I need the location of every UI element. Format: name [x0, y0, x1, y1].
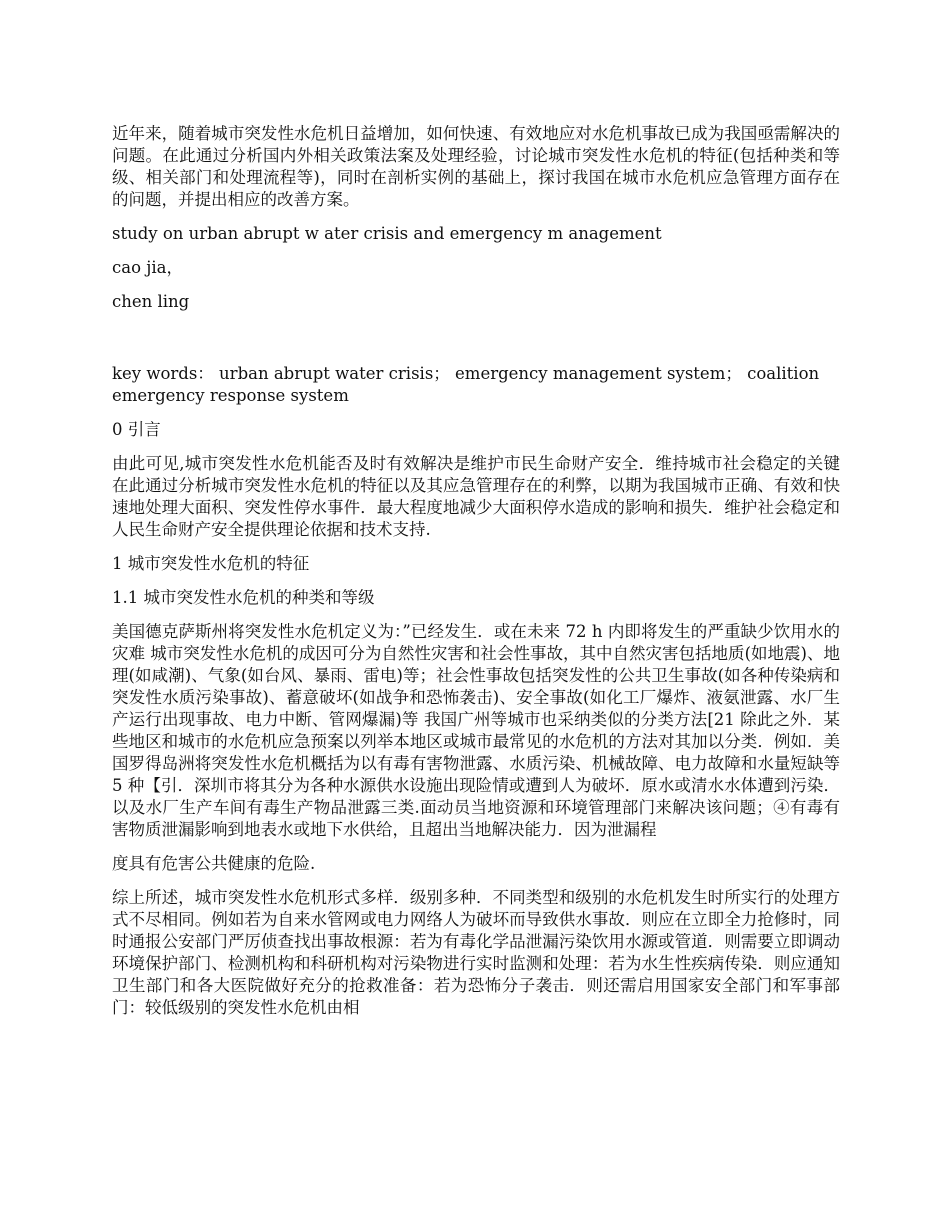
english-title: study on urban abrupt w ater crisis and emergency m anagement [112, 224, 662, 243]
author-name: cao jia， [112, 258, 183, 277]
blank-spacer [112, 325, 840, 363]
abstract-chinese: 近年来，随着城市突发性水危机日益增加，如何快速、有效地应对水危机事故已成为我国亟需解决的问题。在此通过分析国内外相关政策法案及处理经验，讨论城市突发性水危机的特征(包括种类和等级、相关部门和处理流程等)，同时在剖析实例的基础上，探讨我国在城市水危机应急管理方面存在的问题，并提出相应的改善方案。 [112, 124, 840, 209]
section-heading-introduction: 0 引言 [112, 420, 161, 439]
document-page [112, 123, 840, 1031]
subsection-heading-1-1: 1.1 城市突发性水危机的种类和等级 [112, 588, 375, 607]
introduction-paragraph: 由此可见,城市突发性水危机能否及时有效解决是维护市民生命财产安全．维持城市社会稳定的关键 在此通过分析城市突发性水危机的特征以及其应急管理存在的利弊，以期为我国城市正确、有效和快速地处理大面积、突发性停水事件．最大程度地减少大面积停水造成的影响和损失．维护社会稳定和人民生命财产安全提供理论依据和技术支持. [112, 454, 840, 539]
body-paragraph: 度具有危害公共健康的危险. [112, 854, 316, 873]
body-paragraph: 美国德克萨斯州将突发性水危机定义为：”已经发生．或在未来 72 h 内即将发生的严重缺少饮用水的灾难 城市突发性水危机的成因可分为自然性灾害和社会性事故，其中自然灾害包括地质(如地震)、地理(如咸潮)、气象(如台风、暴雨、雷电)等；社会性事故包括突发性的公共卫生事故(如各种传染病和突发性水质污染事故)、蓄意破坏(如战争和恐怖袭击)、安全事故(如化工厂爆炸、液氨泄露、水厂生产运行出现事故、电力中断、管网爆漏)等 我国广州等城市也采纳类似的分类方法[21 除此之外．某些地区和城市的水危机应急预案以列举本地区或城市最常见的水危机的方法对其加以分类．例如．美国罗得岛洲将突发性水危机概括为以有毒有害物泄露、水质污染、机械故障、电力故障和水量短缺等 5 种【引．深圳市将其分为各种水源供水设施出现险情或遭到人为破坏．原水或清水水体遭到污染．以及水厂生产车间有毒生产物品泄露三类.面动员当地资源和环境管理部门来解决该问题；④有毒有害物质泄漏影响到地表水或地下水供给，且超出当地解决能力．因为泄漏程 [112, 622, 840, 839]
body-paragraph: 综上所述，城市突发性水危机形式多样．级别多种．不同类型和级别的水危机发生时所实行的处理方式不尽相同。例如若为自来水管网或电力网络人为破坏而导致供水事故．则应在立即全力抢修时，同时通报公安部门严厉侦查找出事故根源：若为有毒化学品泄漏污染饮用水源或管道．则需要立即调动环境保护部门、检测机构和科研机构对污染物进行实时监测和处理：若为水生性疾病传染．则应通知卫生部门和各大医院做好充分的抢救准备：若为恐怖分子袭击．则还需启用国家安全部门和军事部门：较低级别的突发性水危机由相 [112, 888, 840, 1017]
english-keywords: key words： urban abrupt water crisis； emergency management system； coalition emergency response system [112, 364, 820, 405]
author-name: chen ling [112, 292, 190, 311]
section-heading-1: 1 城市突发性水危机的特征 [112, 554, 310, 573]
